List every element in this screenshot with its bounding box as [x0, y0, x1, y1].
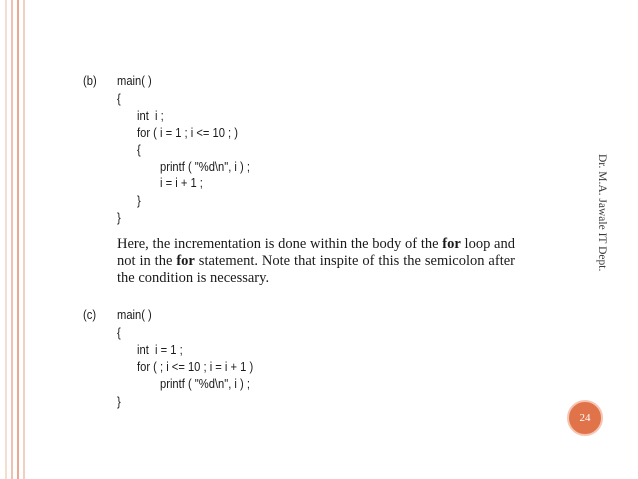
paragraph-text: loop and not in the [117, 236, 515, 269]
code-label-b: (b) [83, 73, 97, 88]
code-line: int i = 1 ; [137, 342, 183, 357]
page-number-badge [567, 400, 603, 436]
code-line: } [117, 210, 121, 225]
keyword-for: for [176, 253, 195, 269]
code-line: for ( i = 1 ; i <= 10 ; ) [137, 125, 238, 140]
decorative-rule [23, 0, 25, 479]
code-line: } [137, 193, 141, 208]
code-line: { [117, 91, 121, 106]
decorative-rule [11, 0, 13, 479]
explanation-paragraph [117, 236, 515, 287]
code-line: } [117, 394, 121, 409]
code-label-c: (c) [83, 307, 97, 322]
left-decorative-bar [0, 0, 28, 479]
code-line: { [117, 325, 121, 340]
code-line: for ( ; i <= 10 ; i = i + 1 ) [137, 359, 254, 374]
keyword-for: for [442, 236, 461, 252]
code-line: printf ( "%d\n", i ) ; [160, 376, 250, 391]
code-line: main( ) [117, 307, 152, 322]
footer-author: Dr. M.A. Jawale IT Dept. [596, 154, 608, 272]
paragraph-text: Here, the incrementation is done within the body of the [117, 236, 443, 252]
code-line: int i ; [137, 108, 164, 123]
decorative-rule [5, 0, 7, 479]
code-line: i = i + 1 ; [160, 175, 203, 190]
decorative-rule [17, 0, 19, 479]
code-line: main( ) [117, 73, 152, 88]
code-line: printf ( "%d\n", i ) ; [160, 159, 250, 174]
page-number: 24 [579, 412, 591, 424]
code-line: { [137, 142, 141, 157]
paragraph-text: statement. Note that inspite of this the semicolon after the condition is necessary. [117, 253, 515, 286]
